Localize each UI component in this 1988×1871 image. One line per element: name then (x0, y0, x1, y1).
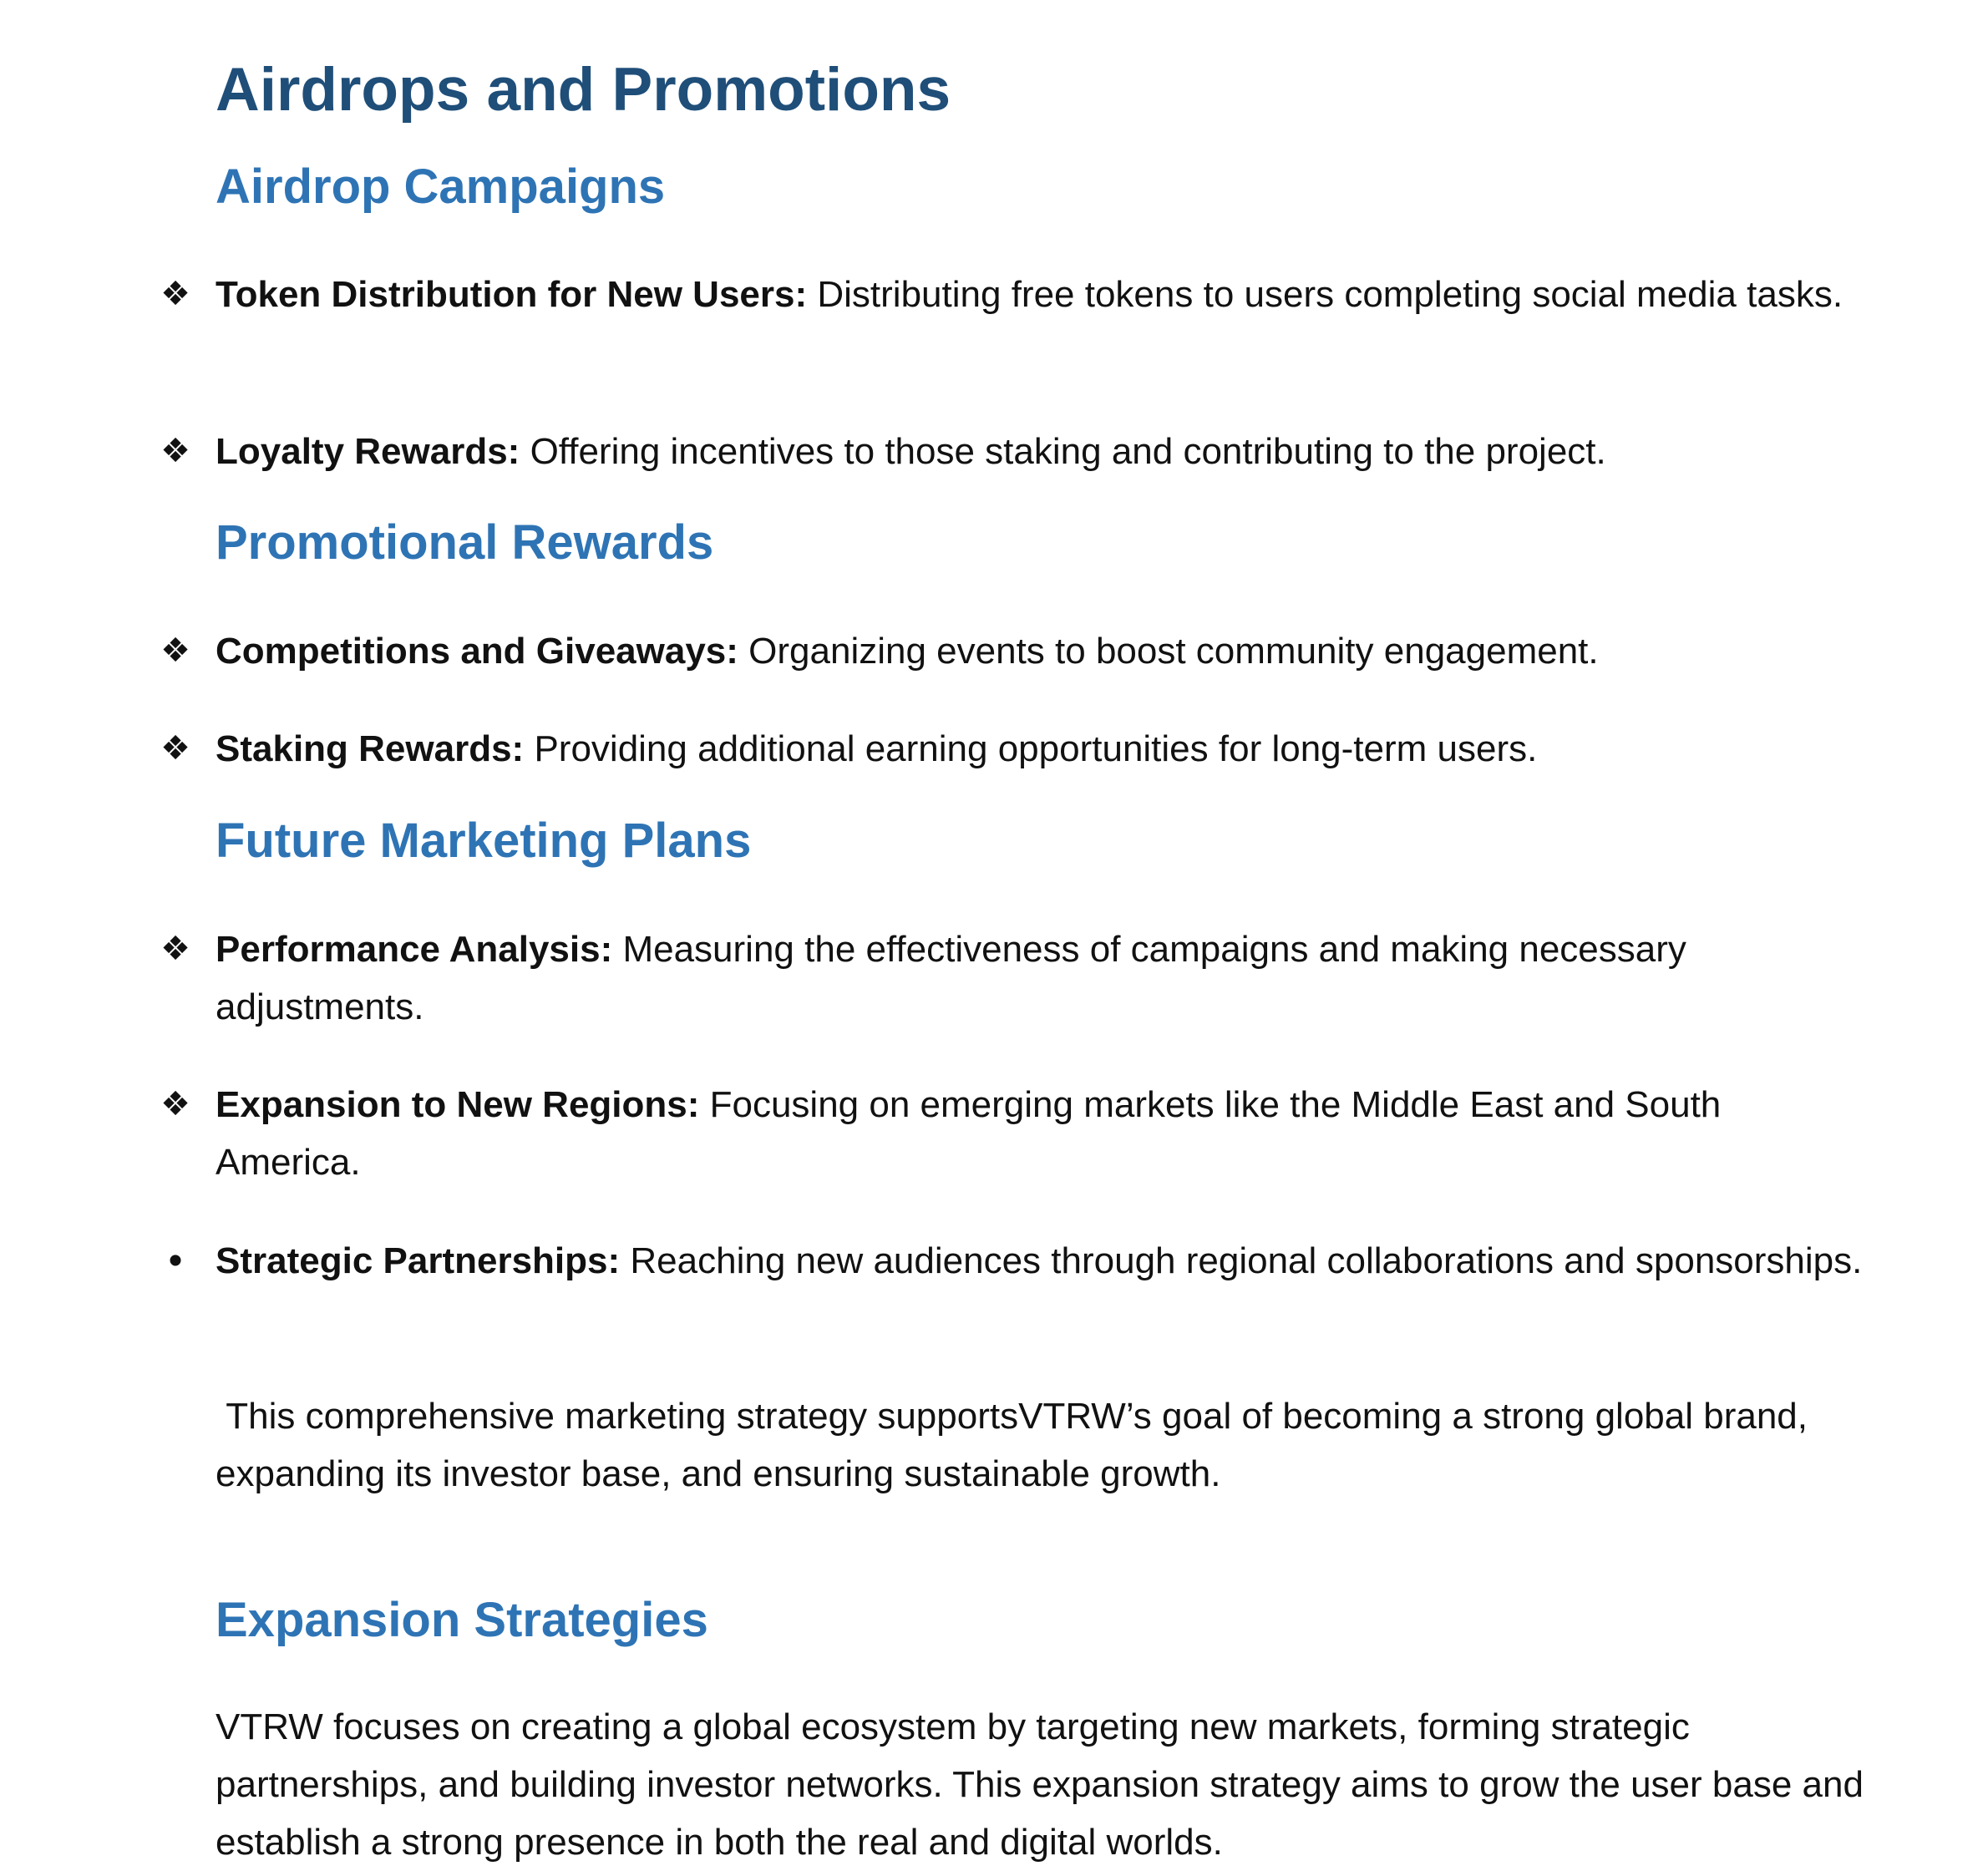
diamond-bullet-icon: ❖ (160, 1086, 190, 1123)
list-item-text (216, 266, 1863, 323)
diamond-bullet-icon: ❖ (160, 930, 190, 967)
diamond-bullet-icon: ❖ (160, 276, 190, 312)
list-item (150, 720, 1863, 778)
list-item-description: Focusing on emerging markets like the Middle East and South America. (216, 1084, 1722, 1183)
section-heading-airdrop-campaigns: Airdrop Campaigns (216, 160, 666, 214)
list-item-text (216, 720, 1863, 778)
list-item (150, 622, 1863, 680)
list-item (150, 1232, 1863, 1290)
list-item-description: Reaching new audiences through regional collaborations and sponsorships. (620, 1240, 1863, 1281)
list-item-text (216, 1232, 1863, 1290)
list-item (150, 266, 1863, 323)
round-bullet-icon: • (168, 1239, 183, 1283)
section-heading-future-marketing-plans: Future Marketing Plans (216, 814, 752, 868)
page-title: Airdrops and Promotions (216, 56, 951, 124)
list-item-text (216, 1076, 1863, 1191)
section-heading-promotional-rewards: Promotional Rewards (216, 515, 714, 570)
diamond-bullet-icon: ❖ (160, 730, 190, 767)
diamond-bullet-icon: ❖ (160, 632, 190, 669)
closing-paragraph: This comprehensive marketing strategy supportsVTRW’s goal of becoming a strong global brand, expanding its investor base, and ensuring sustainable growth. (216, 1396, 1818, 1494)
list-item-term: Expansion to New Regions: (216, 1084, 700, 1125)
list-item-description: Measuring the effectiveness of campaigns and making necessary adjustments. (216, 929, 1686, 1027)
list-item-term: Token Distribution for New Users: (216, 274, 808, 315)
list-item-text (216, 423, 1863, 480)
list-item-description: Providing additional earning opportunities for long-term users. (524, 728, 1538, 769)
expansion-paragraph: VTRW focuses on creating a global ecosystem by targeting new markets, forming strategic partnerships, and building investor networks. This expansion strategy aims to grow the user base and establish a strong presence in both the real and digital worlds. (216, 1706, 1864, 1863)
list-item (150, 1076, 1863, 1191)
list-item (150, 920, 1863, 1036)
list-item-description: Offering incentives to those staking and contributing to the project. (520, 431, 1606, 472)
list-item-text (216, 920, 1863, 1036)
list-item-text (216, 622, 1863, 680)
list-item (150, 423, 1863, 480)
list-item-term: Loyalty Rewards: (216, 431, 520, 472)
list-item-term: Performance Analysis: (216, 929, 613, 970)
list-item-description: Distributing free tokens to users completing social media tasks. (807, 274, 1843, 315)
section-heading-expansion-strategies: Expansion Strategies (216, 1593, 708, 1647)
list-item-term: Competitions and Giveaways: (216, 631, 738, 672)
list-item-term: Staking Rewards: (216, 728, 525, 769)
list-item-description: Organizing events to boost community engagement. (738, 631, 1599, 672)
diamond-bullet-icon: ❖ (160, 433, 190, 469)
list-item-term: Strategic Partnerships: (216, 1240, 621, 1281)
